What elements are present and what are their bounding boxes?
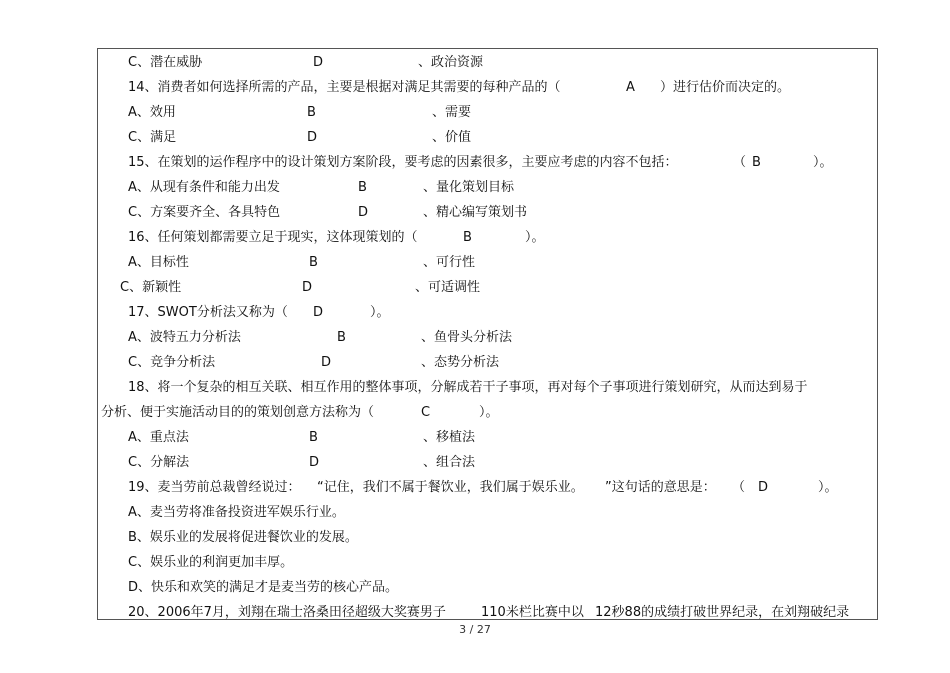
answer-14: A	[626, 80, 635, 95]
option-letter: B	[358, 180, 367, 195]
question-18-cont: 分析、便于实施活动目的的策划创意方法称为（	[101, 405, 375, 420]
option-letter: D	[321, 355, 332, 370]
option-b: 、可行性	[423, 255, 476, 270]
option-letter: D	[307, 130, 318, 145]
option-c: C、潜在威胁	[128, 55, 203, 70]
option-letter: B	[309, 430, 318, 445]
option-b: 、鱼骨头分析法	[421, 330, 513, 345]
option-b: 、量化策划目标	[423, 180, 515, 195]
question-20: 20、2006年7月，刘翔在瑞士洛桑田径超级大奖赛男子	[128, 605, 446, 620]
question-16: 16、任何策划都需要立足于现实，这体现策划的（	[128, 230, 418, 245]
option-d: 、价值	[432, 130, 472, 145]
page-number: 3 / 27	[459, 623, 491, 636]
option-a: A、从现有条件和能力出发	[128, 180, 280, 195]
question-19-quote: “记住，我们不属于餐饮业，我们属于娱乐业。	[317, 480, 584, 495]
question-18: 18、将一个复杂的相互关联、相互作用的整体事项，分解成若干子事项，再对每个子事项进行策划研究，从而达到易于	[128, 380, 808, 395]
question-20-part2: 110米栏比赛中以	[481, 605, 584, 620]
option-letter: D	[309, 455, 320, 470]
option-d: 、组合法	[423, 455, 476, 470]
option-c: C、娱乐业的利润更加丰厚。	[128, 555, 294, 570]
answer-16: B	[463, 230, 472, 245]
question-16-tail: ）。	[525, 230, 545, 245]
option-d: 、态势分析法	[421, 355, 500, 370]
answer-17: D	[313, 305, 324, 320]
question-14-tail: ）进行估价而决定的。	[660, 80, 791, 95]
question-19-tail: ）。	[818, 480, 838, 495]
option-d: 、政治资源	[418, 55, 484, 70]
option-d: 、精心编写策划书	[423, 205, 528, 220]
option-c: C、竞争分析法	[128, 355, 216, 370]
option-b: 、需要	[432, 105, 472, 120]
option-c: C、分解法	[128, 455, 190, 470]
option-c: C、方案要齐全、各具特色	[128, 205, 281, 220]
question-15: 15、在策划的运作程序中的设计策划方案阶段，要考虑的因素很多，主要应考虑的内容不包括：	[128, 155, 678, 170]
question-20-part3: 12秒88的成绩打破世界纪录，在刘翔破纪录	[595, 605, 850, 620]
option-a: A、麦当劳将准备投资进军娱乐行业。	[128, 505, 345, 520]
option-a: A、波特五力分析法	[128, 330, 241, 345]
question-15-paren: （	[733, 155, 747, 170]
answer-15: B	[752, 155, 761, 170]
question-17-tail: ）。	[370, 305, 390, 320]
question-15-tail: ）。	[813, 155, 833, 170]
option-c: C、满足	[128, 130, 177, 145]
option-letter: B	[337, 330, 346, 345]
option-letter: B	[309, 255, 318, 270]
option-d: D、快乐和欢笑的满足才是麦当劳的核心产品。	[128, 580, 399, 595]
option-b: B、娱乐业的发展将促进餐饮业的发展。	[128, 530, 358, 545]
option-a: A、目标性	[128, 255, 189, 270]
option-c: C、新颖性	[120, 280, 182, 295]
option-d: 、可适调性	[415, 280, 481, 295]
question-19-quote-end: ”这句话的意思是：	[605, 480, 716, 495]
option-a: A、效用	[128, 105, 176, 120]
option-letter: D	[313, 55, 324, 70]
option-letter: B	[307, 105, 316, 120]
question-18-tail: ）。	[479, 405, 499, 420]
option-b: 、移植法	[423, 430, 476, 445]
option-letter: D	[302, 280, 313, 295]
answer-18: C	[421, 405, 431, 420]
answer-19: D	[758, 480, 769, 495]
question-17: 17、SWOT分析法又称为（	[128, 305, 288, 320]
question-19-paren: （	[732, 480, 746, 495]
option-letter: D	[358, 205, 369, 220]
question-14: 14、消费者如何选择所需的产品，主要是根据对满足其需要的每种产品的（	[128, 80, 561, 95]
question-19: 19、麦当劳前总裁曾经说过：	[128, 480, 301, 495]
option-a: A、重点法	[128, 430, 189, 445]
